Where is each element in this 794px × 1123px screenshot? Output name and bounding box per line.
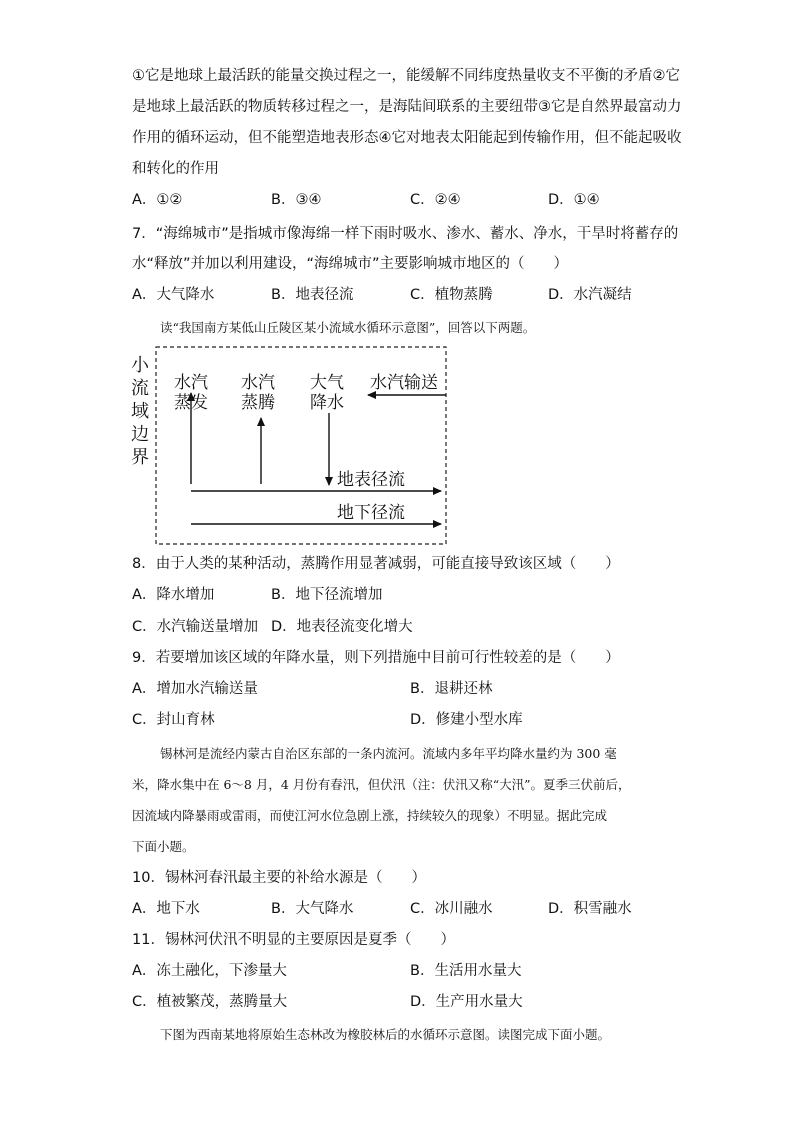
q11-option-d: D．生产用水量大 xyxy=(410,994,523,1010)
q9-stem: 9．若要增加该区域的年降水量，则下列措施中目前可行性较差的是（ ） xyxy=(132,650,620,666)
q7-stem-line-1: 7．“海绵城市”是指城市像海绵一样下雨时吸水、渗水、蓄水、净水，干旱时将蓄存的 xyxy=(132,226,679,242)
q9-option-b: B．退耕还林 xyxy=(410,681,493,697)
q11-stem: 11．锡林河伏汛不明显的主要原因是夏季（ ） xyxy=(132,932,455,948)
final-intro: 下图为西南某地将原始生态林改为橡胶林后的水循环示意图。读图完成下面小题。 xyxy=(160,1027,611,1042)
underground-runoff-label: 地下径流 xyxy=(337,503,405,523)
q11-option-c: C．植被繁茂，蒸腾量大 xyxy=(132,994,288,1010)
option-a: A．①② xyxy=(132,192,183,208)
q9-option-d: D．修建小型水库 xyxy=(410,712,523,728)
q10-option-a: A．地下水 xyxy=(132,901,200,917)
diagram-intro: 读“我国南方某低山丘陵区某小流域水循环示意图”，回答以下两题。 xyxy=(160,320,536,335)
boundary-char: 流 xyxy=(131,378,149,399)
xilin-intro-line-3: 因流域内降暴雨或雷雨，而使江河水位急剧上涨，持续较久的现象）不明显。据此完成 xyxy=(132,808,608,823)
xilin-intro-line-4: 下面小题。 xyxy=(132,839,195,854)
q7-option-d: D．水汽凝结 xyxy=(548,287,632,303)
q8-option-b: B．地下径流增加 xyxy=(271,587,383,603)
q8-option-a: A．降水增加 xyxy=(132,587,215,603)
boundary-char: 界 xyxy=(131,447,149,468)
diagram-svg xyxy=(128,340,458,550)
label-line: 降水 xyxy=(310,393,344,413)
q11-option-b: B．生活用水量大 xyxy=(410,963,522,979)
q8-stem: 8．由于人类的某种活动，蒸腾作用显著减弱，可能直接导致该区域（ ） xyxy=(132,556,620,572)
surface-runoff-label: 地表径流 xyxy=(337,470,405,490)
q10-option-b: B．大气降水 xyxy=(271,901,354,917)
boundary-char: 域 xyxy=(131,401,149,422)
boundary-char: 小 xyxy=(131,355,149,376)
label-line: 蒸发 xyxy=(174,393,208,413)
option-d: D．①④ xyxy=(548,192,600,208)
vapor-transport-label: 水汽输送 xyxy=(370,373,438,393)
xilin-intro-line-2: 米，降水集中在 6～8 月，4 月份有春汛，但伏汛（注：伏汛又称“大汛”。夏季三伏前后， xyxy=(132,777,631,792)
label-line: 水汽 xyxy=(174,373,208,393)
paragraph-line-1: ①它是地球上最活跃的能量交换过程之一，能缓解不同纬度热量收支不平衡的矛盾②它 xyxy=(132,68,680,84)
paragraph-line-2: 是地球上最活跃的物质转移过程之一，是海陆间联系的主要纽带③它是自然界最富动力 xyxy=(132,99,682,115)
paragraph-line-4: 和转化的作用 xyxy=(132,161,219,177)
q7-option-c: C．植物蒸腾 xyxy=(410,287,493,303)
boundary-label xyxy=(130,354,150,469)
precipitation-label xyxy=(310,373,344,413)
evaporation-label xyxy=(174,373,208,413)
q7-option-b: B．地表径流 xyxy=(271,287,354,303)
transpiration-label xyxy=(241,373,275,413)
q8-option-d: D．地表径流变化增大 xyxy=(271,619,413,635)
paragraph-line-3: 作用的循环运动，但不能塑造地表形态④它对地表太阳能起到传输作用，但不能起吸收 xyxy=(132,130,682,146)
label-line: 大气 xyxy=(310,373,344,393)
q10-stem: 10．锡林河春汛最主要的补给水源是（ ） xyxy=(132,870,426,886)
boundary-char: 边 xyxy=(131,424,149,445)
q10-option-c: C．冰川融水 xyxy=(410,901,493,917)
q10-option-d: D．积雪融水 xyxy=(548,901,632,917)
q9-option-a: A．增加水汽输送量 xyxy=(132,681,258,697)
water-cycle-diagram xyxy=(128,340,458,550)
q9-option-c: C．封山育林 xyxy=(132,712,215,728)
q7-option-a: A．大气降水 xyxy=(132,287,215,303)
option-b: B．③④ xyxy=(271,192,322,208)
q11-option-a: A．冻土融化，下渗量大 xyxy=(132,963,287,979)
label-line: 水汽 xyxy=(241,373,275,393)
option-c: C．②④ xyxy=(410,192,461,208)
xilin-intro-line-1: 锡林河是流经内蒙古自治区东部的一条内流河。流域内多年平均降水量约为 300 毫 xyxy=(160,746,617,761)
q7-stem-line-2: 水“释放”并加以利用建设，“海绵城市”主要影响城市地区的（ ） xyxy=(132,256,569,272)
q8-option-c: C．水汽输送量增加 xyxy=(132,619,259,635)
label-line: 蒸腾 xyxy=(241,393,275,413)
